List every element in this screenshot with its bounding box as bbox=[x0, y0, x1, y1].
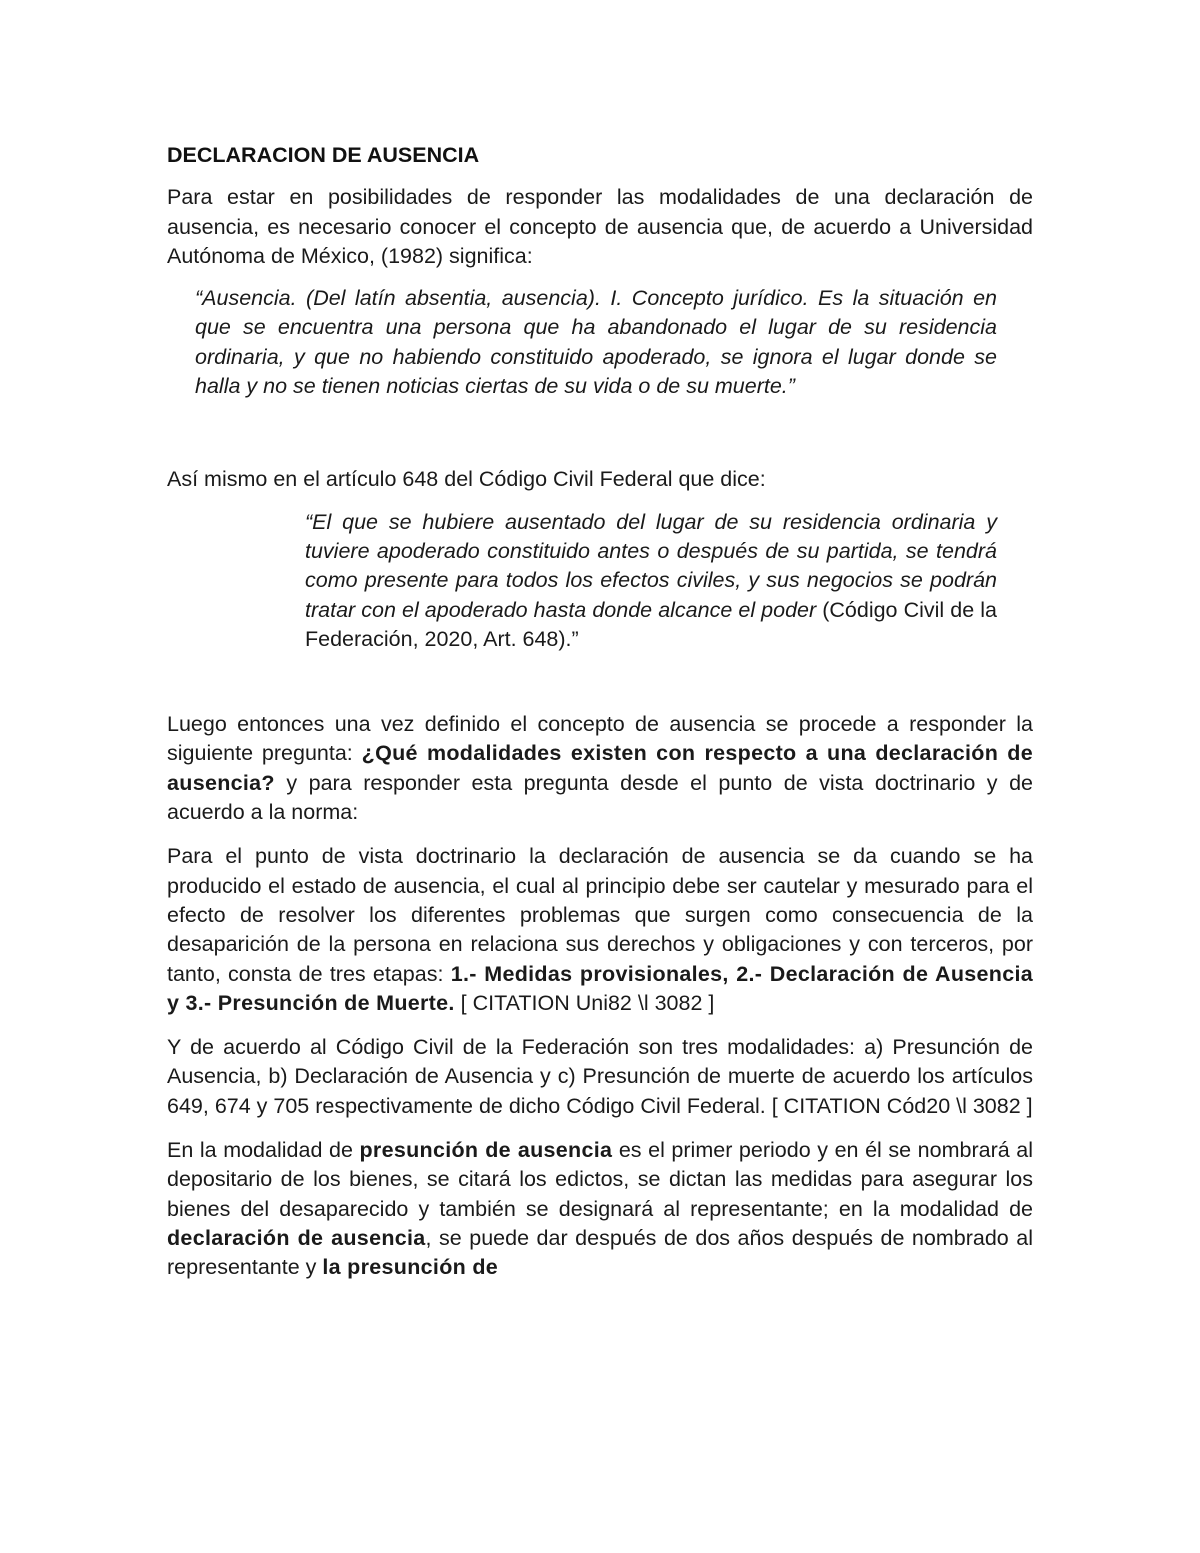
question-lead-text: Luego entonces una vez definido el concepto de ausencia se procede a responder la siguiente pregunta: bbox=[167, 712, 1033, 766]
doctrinal-citation: [ CITATION Uni82 \l 3082 ] bbox=[454, 990, 715, 1015]
civil-code-paragraph: Y de acuerdo al Código Civil de la Federación son tres modalidades: a) Presunción de Ausencia, b) Declaración de Ausencia y c) Presunción de muerte de acuerdo los artículos 649, 674 y 705 respectivamente de dicho Código Civil Federal. [ CITATION Cód20 \l 3082 ] bbox=[167, 1035, 1033, 1118]
doctrinal-text: Para el punto de vista doctrinario la declaración de ausencia se da cuando se ha producido el estado de ausencia, el cual al principio debe ser cautelar y mesurado para el efecto de resolver los diferentes problemas que surgen como consecuencia de la desaparición de la persona en relaciona sus derechos y obligaciones y con terceros, por tanto, consta de tres etapas: bbox=[167, 844, 1033, 986]
article-648-intro: Así mismo en el artículo 648 del Código Civil Federal que dice: bbox=[167, 467, 766, 492]
modalities-bold-1: presunción de ausencia bbox=[359, 1138, 613, 1163]
doctrinal-stages: 1.- Medidas provisionales, 2.- Declaración de Ausencia y 3.- Presunción de Muerte. bbox=[167, 961, 1033, 1015]
question-bold: ¿Qué modalidades existen con respecto a una declaración de ausencia? bbox=[167, 741, 1033, 795]
document-body bbox=[167, 141, 1033, 1283]
article-648-quote bbox=[305, 508, 997, 654]
document-title: DECLARACION DE AUSENCIA bbox=[167, 143, 480, 167]
modalities-paragraph bbox=[167, 1136, 1033, 1282]
modalities-bold-3: la presunción de bbox=[322, 1255, 499, 1280]
article-648-quote-text: “El que se hubiere ausentado del lugar de su residencia ordinaria y tuviere apoderado constituido antes o después de su partida, se tendrá como presente para todos los efectos civiles, y sus negocios se podrán tratar con el apoderado hasta donde alcance el poder bbox=[305, 509, 997, 622]
intro-paragraph: Para estar en posibilidades de responder las modalidades de una declaración de ausencia, es necesario conocer el concepto de ausencia que, de acuerdo a Universidad Autónoma de México, (1982) significa: bbox=[167, 185, 1033, 268]
modalities-text-1: En la modalidad de bbox=[167, 1138, 360, 1163]
modalities-bold-2: declaración de ausencia bbox=[167, 1225, 426, 1250]
article-648-citation: (Código Civil de la Federación, 2020, Art. 648).” bbox=[305, 597, 997, 651]
modalities-text-2: es el primer periodo y en él se nombrará al depositario de los bienes, se citará los edictos, se dictan las medidas para asegurar los bienes del desaparecido y también se designará al representante; en la modalidad de bbox=[167, 1138, 1033, 1221]
absence-definition-quote: “Ausencia. (Del latín absentia, ausencia). I. Concepto jurídico. Es la situación en que se encuentra una persona que ha abandonado el lugar de su residencia ordinaria, y que no habiendo constituido apoderado, se ignora el lugar donde se halla y no se tienen noticias ciertas de su vida o de su muerte.” bbox=[195, 286, 997, 399]
question-paragraph bbox=[167, 710, 1033, 827]
question-follow-text: y para responder esta pregunta desde el punto de vista doctrinario y de acuerdo a la norma: bbox=[167, 770, 1033, 825]
doctrinal-paragraph bbox=[167, 842, 1033, 1018]
modalities-text-3: , se puede dar después de dos años después de nombrado al representante y bbox=[167, 1225, 1033, 1280]
